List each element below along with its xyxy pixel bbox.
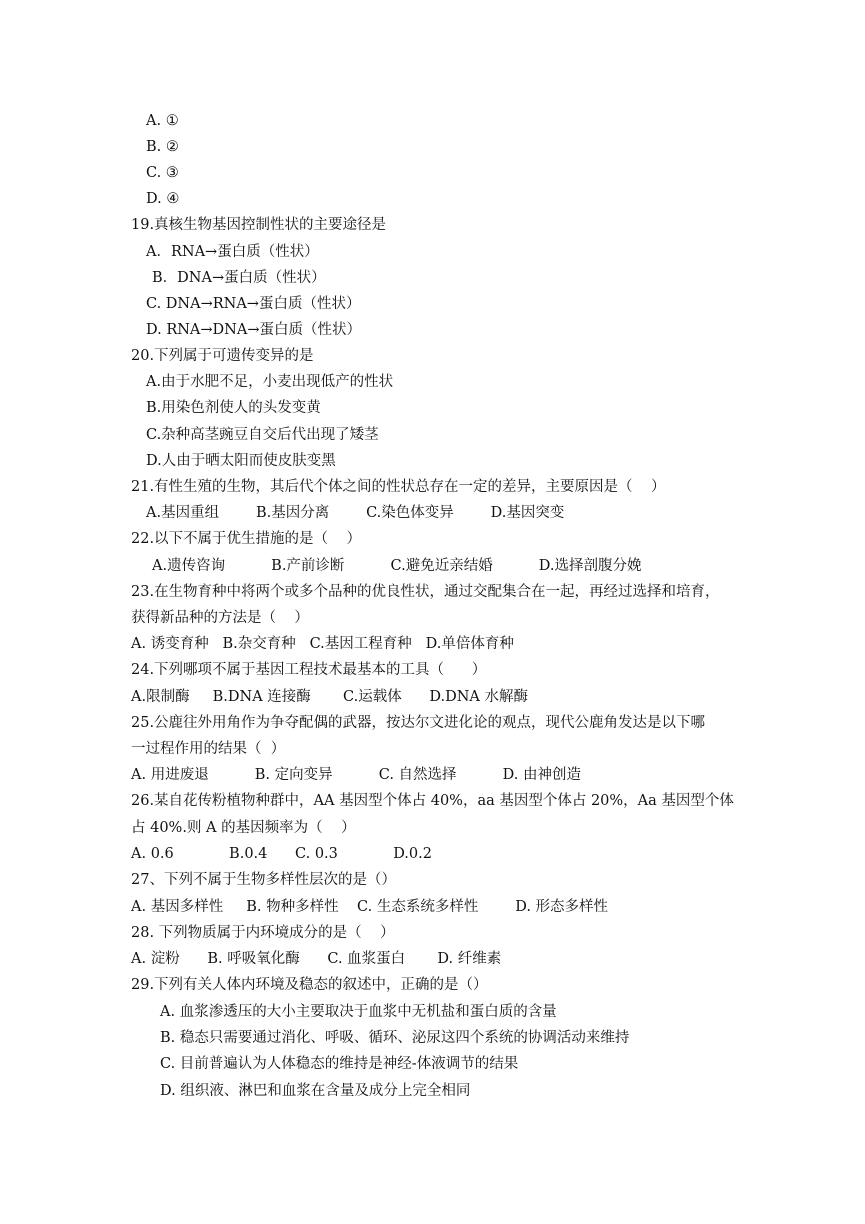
q20-option-d: D.人由于晒太阳而使皮肤变黑 (146, 453, 336, 469)
q18-option-b: B. ② (146, 139, 179, 155)
q24-options: A.限制酶 B.DNA 连接酶 C.运载体 D.DNA 水解酶 (131, 689, 529, 705)
q18-option-d: D. ④ (146, 191, 180, 207)
q29-option-b: B. 稳态只需要通过消化、呼吸、循环、泌尿这四个系统的协调活动来维持 (160, 1030, 630, 1046)
q24-stem: 24.下列哪项不属于基因工程技术最基本的工具（ ） (131, 662, 487, 678)
q20-option-c: C.杂种高茎豌豆自交后代出现了矮茎 (146, 427, 379, 443)
q27-stem: 27、下列不属于生物多样性层次的是（） (131, 872, 396, 888)
q21-stem: 21.有性生殖的生物，其后代个体之间的性状总存在一定的差异，主要原因是（ ） (131, 479, 666, 495)
q20-option-b: B.用染色剂使人的头发变黄 (146, 400, 321, 416)
q21-options: A.基因重组 B.基因分离 C.染色体变异 D.基因突变 (146, 505, 565, 521)
q20-option-a: A.由于水肥不足，小麦出现低产的性状 (146, 374, 394, 390)
q26-options: A. 0.6 B.0.4 C. 0.3 D.0.2 (131, 846, 432, 862)
q19-stem: 19.真核生物基因控制性状的主要途径是 (131, 217, 387, 233)
q25-stem-line2: 一过程作用的结果（ ） (131, 741, 286, 757)
q23-stem-line2: 获得新品种的方法是（ ） (131, 610, 309, 626)
q18-option-c: C. ③ (146, 165, 179, 181)
q20-stem: 20.下列属于可遗传变异的是 (131, 348, 314, 364)
q25-stem-line1: 25.公鹿往外用角作为争夺配偶的武器，按达尔文进化论的观点，现代公鹿角发达是以下哪 (131, 715, 706, 731)
q19-option-a: A．RNA→蛋白质（性状） (146, 244, 319, 260)
q25-options: A. 用进废退 B. 定向变异 C. 自然选择 D. 由神创造 (131, 767, 581, 783)
q23-stem-line1: 23.在生物育种中将两个或多个品种的优良性状，通过交配集合在一起，再经过选择和培育， (131, 584, 720, 600)
q29-option-a: A. 血浆渗透压的大小主要取决于血浆中无机盐和蛋白质的含量 (160, 1004, 557, 1020)
q23-options: A. 诱变育种 B.杂交育种 C.基因工程育种 D.单倍体育种 (131, 636, 514, 652)
q19-option-b: B．DNA→蛋白质（性状） (152, 270, 326, 286)
q28-stem: 28. 下列物质属于内环境成分的是（ ） (131, 925, 395, 941)
q29-stem: 29.下列有关人体内环境及稳态的叙述中，正确的是（） (131, 977, 488, 993)
q27-options: A. 基因多样性 B. 物种多样性 C. 生态系统多样性 D. 形态多样性 (131, 899, 609, 915)
q22-options: A.遗传咨询 B.产前诊断 C.避免近亲结婚 D.选择剖腹分娩 (152, 558, 642, 574)
q28-options: A. 淀粉 B. 呼吸氧化酶 C. 血浆蛋白 D. 纤维素 (131, 951, 502, 967)
q22-stem: 22.以下不属于优生措施的是（ ） (131, 531, 361, 547)
q29-option-c: C. 目前普遍认为人体稳态的维持是神经-体液调节的结果 (160, 1056, 519, 1072)
q26-stem-line1: 26.某自花传粉植物种群中，AA 基因型个体占 40%，aa 基因型个体占 20%，Aa 基因型个体 (131, 793, 734, 809)
q19-option-c: C. DNA→RNA→蛋白质（性状） (146, 296, 361, 312)
q18-option-a: A. ① (146, 113, 179, 129)
q19-option-d: D. RNA→DNA→蛋白质（性状） (146, 322, 361, 338)
q29-option-d: D. 组织液、淋巴和血浆在含量及成分上完全相同 (160, 1083, 471, 1099)
q26-stem-line2: 占 40%.则 A 的基因频率为（ ） (131, 820, 356, 836)
